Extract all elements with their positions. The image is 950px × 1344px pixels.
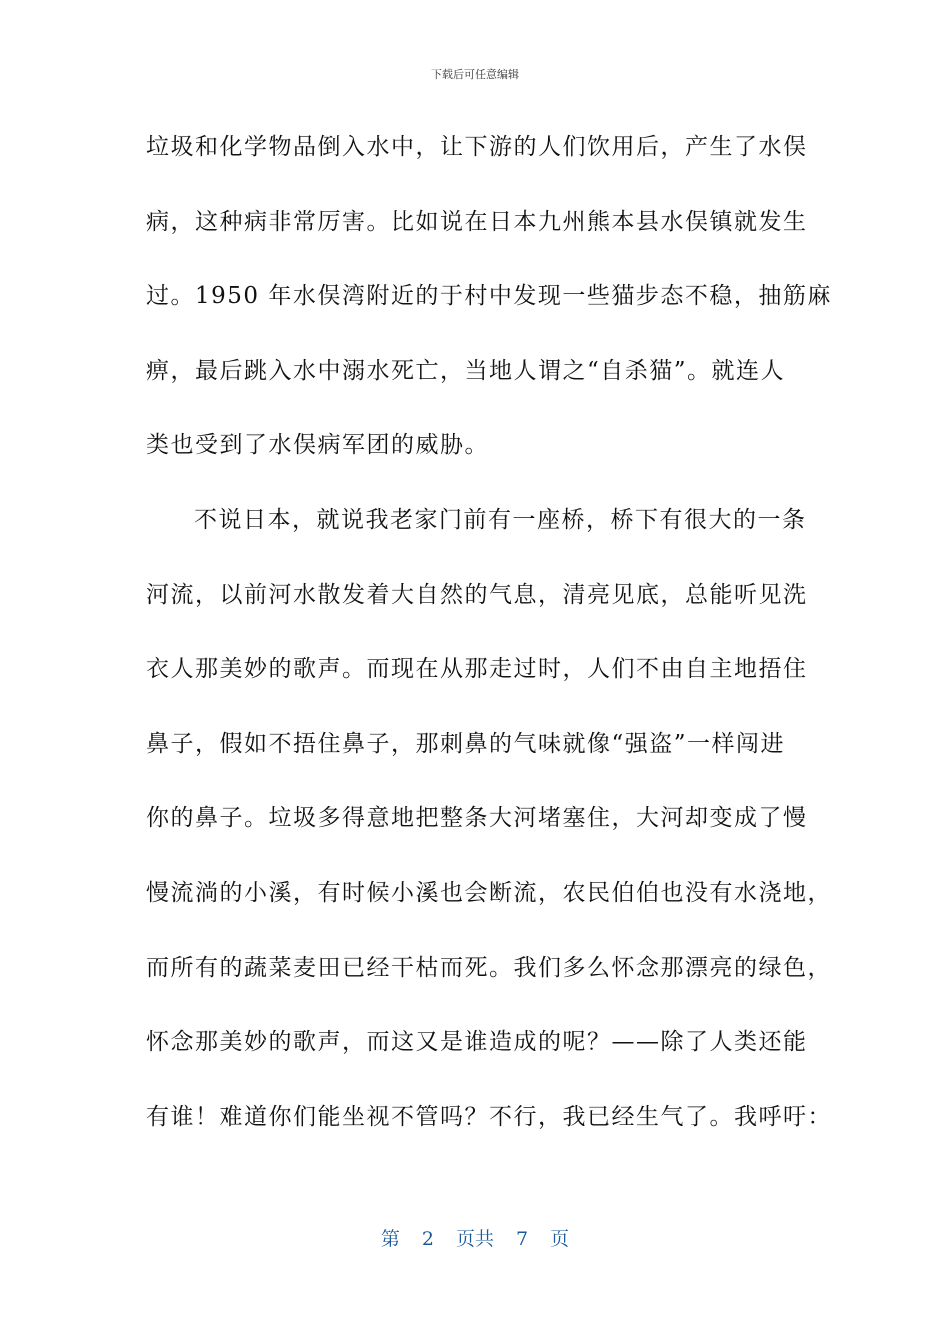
footer-page-number: 2 bbox=[421, 1228, 434, 1250]
page-footer bbox=[0, 1224, 950, 1251]
document-body bbox=[146, 120, 832, 1164]
text-line-paragraph-start: 不说日本，就说我老家门前有一座桥，桥下有很大的一条 bbox=[194, 506, 807, 533]
text-line: 过。1950 年水俣湾附近的于村中发现一些猫步态不稳，抽筋麻 bbox=[146, 283, 832, 310]
text-line: 衣人那美妙的歌声。而现在从那走过时，人们不由自主地捂住 bbox=[146, 656, 808, 683]
page-header-note: 下载后可任意编辑 bbox=[431, 68, 519, 81]
footer-suffix: 页 bbox=[550, 1228, 570, 1250]
text-line: 垃圾和化学物品倒入水中，让下游的人们饮用后，产生了水俣 bbox=[146, 134, 808, 160]
text-line: 鼻子，假如不捂住鼻子，那刺鼻的气味就像“强盗”一样闯进 bbox=[146, 730, 786, 757]
text-line: 河流，以前河水散发着大自然的气息，清亮见底，总能听见洗 bbox=[146, 581, 808, 608]
text-line: 类也受到了水俣病军团的威胁。 bbox=[146, 432, 489, 459]
footer-middle: 页共 bbox=[455, 1228, 494, 1250]
footer-prefix: 第 bbox=[380, 1228, 400, 1250]
text-line: 有谁！难道你们能坐视不管吗？不行，我已经生气了。我呼吁： bbox=[146, 1103, 832, 1130]
text-line: 而所有的蔬菜麦田已经干枯而死。我们多么怀念那漂亮的绿色， bbox=[146, 954, 832, 981]
text-line: 怀念那美妙的歌声，而这又是谁造成的呢？——除了人类还能 bbox=[146, 1029, 808, 1056]
text-line: 病，这种病非常厉害。比如说在日本九州熊本县水俣镇就发生 bbox=[146, 208, 808, 235]
footer-total-pages: 7 bbox=[516, 1228, 529, 1250]
text-line: 慢流淌的小溪，有时候小溪也会断流，农民伯伯也没有水浇地， bbox=[146, 879, 832, 906]
text-line: 痹，最后跳入水中溺水死亡，当地人谓之“自杀猫”。就连人 bbox=[146, 357, 786, 384]
text-line: 你的鼻子。垃圾多得意地把整条大河堵塞住，大河却变成了慢 bbox=[146, 805, 808, 832]
